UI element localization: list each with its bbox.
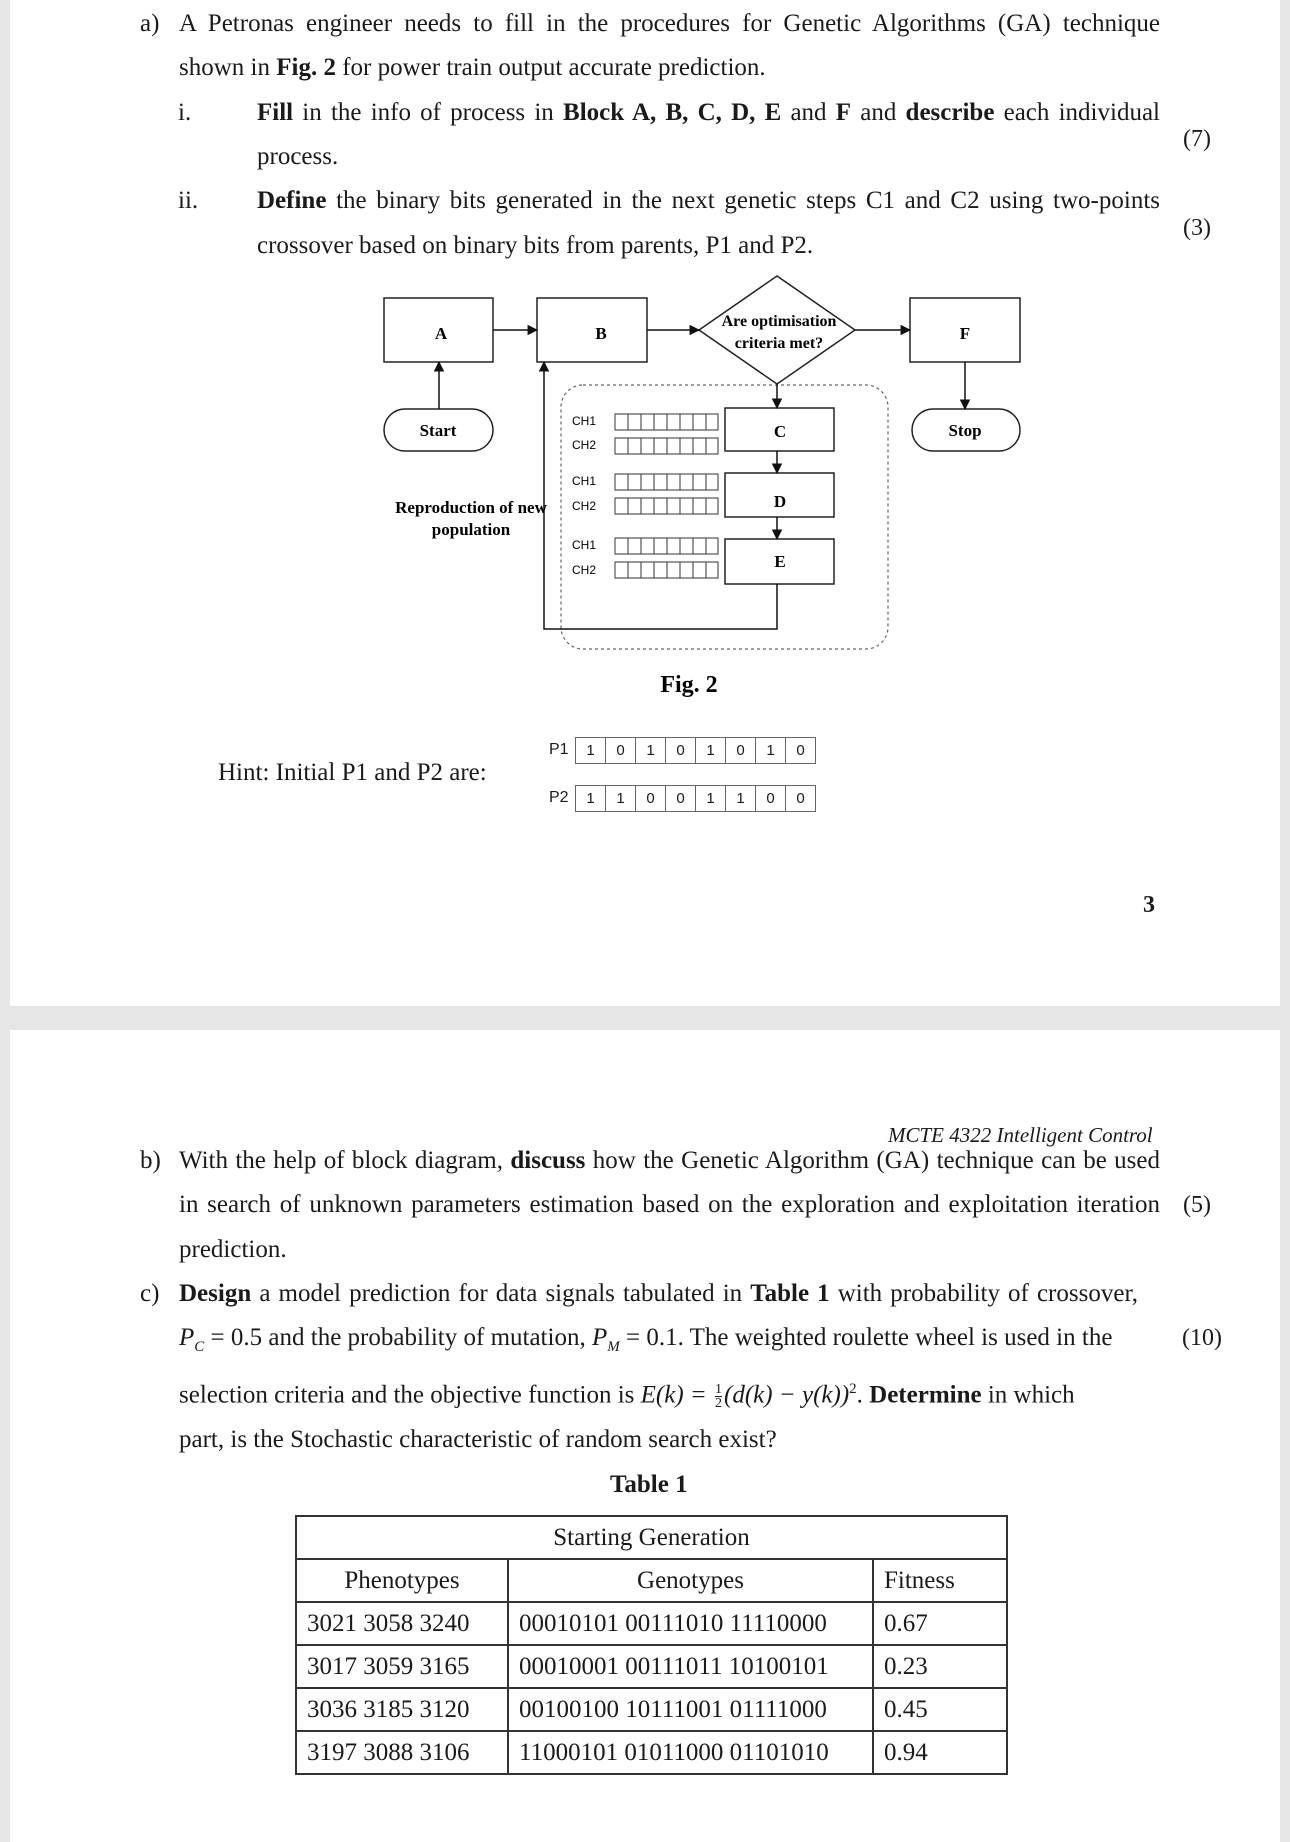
p2-bit: 1 [586,790,595,807]
stop-label: Stop [948,421,982,440]
block-b-label: B [595,324,607,343]
part-c-line-1: Design a model prediction for data signals tabulated in Table 1 with probability of crossover, [179,1280,1139,1307]
p2-bit: 1 [725,786,755,811]
phenotype-cell: 3036 3185 3120 [296,1688,508,1731]
part-a-i-marks: (7) [1183,126,1211,152]
figure-caption: Fig. 2 [660,672,718,698]
fitness-cell: 0.67 [873,1602,1007,1645]
part-a-i-line-2: process. [257,143,339,170]
table-title: Table 1 [610,1471,688,1498]
p1-bit: 1 [586,742,595,759]
genotype-cell: 00010101 00111010 11110000 [508,1602,873,1645]
part-a-ii-line-1: Define the binary bits generated in the next genetic steps C1 and C2 using two-points [257,187,1160,214]
table-header: Starting Generation [296,1516,1007,1559]
course-header: MCTE 4322 Intelligent Control [888,1123,1153,1147]
chromosome-grid-2 [615,474,718,514]
p1-bit: 0 [725,738,755,763]
p2-label: P2 [549,789,569,806]
part-c-label: c) [140,1280,160,1307]
decision-diamond [699,276,855,384]
p1-bit: 0 [785,738,815,763]
ch2-label-3: CH2 [571,563,597,577]
genotype-cell: 11000101 01011000 01101010 [508,1731,873,1774]
part-b-line-1: With the help of block diagram, discuss how the Genetic Algorithm (GA) technique can be used [179,1147,1160,1174]
ga-flowchart [0,0,1290,720]
phenotype-cell: 3017 3059 3165 [296,1645,508,1688]
p1-label: P1 [549,741,569,758]
start-label: Start [419,421,457,440]
phenotype-cell: 3197 3088 3106 [296,1731,508,1774]
fitness-cell: 0.45 [873,1688,1007,1731]
part-a-ii-line-2: crossover based on binary bits from parents, P1 and P2. [257,232,814,259]
part-b-marks: (5) [1183,1192,1211,1218]
p1-bit-string [575,737,816,764]
part-c-line-3: selection criteria and the objective function is E(k) = $\frac{1}{2}$ $(d(k) - y(k))^2$. Determine in which [179,1381,1075,1412]
part-a-ii-label: ii. [178,187,199,214]
block-a-label: A [434,324,448,343]
part-a-i-line-1: Fill in the info of process in Block A, B, C, D, E and F and describe each individual [257,99,1160,126]
p1-bit: 0 [605,738,635,763]
genotype-cell: 00010001 00111011 10100101 [508,1645,873,1688]
block-f-label: F [959,324,971,343]
part-b-label: b) [140,1147,161,1174]
p2-bit: 0 [755,786,785,811]
p2-bit: 0 [635,786,665,811]
part-a-line-2: shown in Fig. 2 for power train output accurate prediction. [179,54,766,81]
p2-bit: 1 [695,786,725,811]
block-d-label: D [773,492,787,511]
fitness-cell: 0.23 [873,1645,1007,1688]
table-column-row [296,1559,1007,1602]
reproduction-label-line-1: Reproduction of new [395,498,547,517]
p1-bit: 1 [695,738,725,763]
part-c-line-2: $P_C = 0.5$ and the probability of mutation, $P_M = 0.1$. The weighted roulette wheel is used in the [179,1324,1113,1355]
ch1-label-1: CH1 [571,414,597,428]
ch2-label-2: CH2 [571,499,597,513]
column-genotypes: Genotypes [508,1559,873,1602]
ch1-label-2: CH1 [571,474,597,488]
column-fitness: Fitness [873,1559,1007,1602]
table-row [296,1688,1007,1731]
part-a-line-1: A Petronas engineer needs to fill in the procedures for Genetic Algorithms (GA) technique [179,10,1160,37]
ch1-label-3: CH1 [571,538,597,552]
table-row [296,1731,1007,1774]
part-c-line-4: part, is the Stochastic characteristic of random search exist? [179,1426,777,1453]
chromosome-grid-1 [615,414,718,454]
decision-label-line-2: criteria met? [734,335,824,352]
p2-bit: 1 [605,786,635,811]
p1-bit: 1 [755,738,785,763]
column-phenotypes: Phenotypes [296,1559,508,1602]
decision-label-line-1: Are optimisation [721,313,837,330]
part-a-label: a) [140,10,160,37]
phenotype-cell: 3021 3058 3240 [296,1602,508,1645]
fitness-cell: 0.94 [873,1731,1007,1774]
part-a-i-label: i. [178,99,192,126]
hint-text: Hint: Initial P1 and P2 are: [218,759,487,786]
p2-bit-string [575,785,816,812]
p2-bit: 0 [785,786,815,811]
table-header-row [296,1516,1007,1559]
p1-bit: 1 [635,738,665,763]
chromosome-grid-3 [615,538,718,578]
table-row [296,1602,1007,1645]
part-b-line-2: in search of unknown parameters estimation based on the exploration and exploitation iteration [179,1191,1160,1218]
reproduction-label-line-2: population [431,520,511,539]
page-number: 3 [1143,892,1155,918]
genotype-cell: 00100100 10111001 01111000 [508,1688,873,1731]
part-b-line-3: prediction. [179,1236,287,1263]
p1-bit: 0 [665,738,695,763]
part-c-marks: (10) [1182,1325,1222,1351]
block-c-label: C [773,422,787,441]
starting-generation-table [295,1515,1008,1775]
ch2-label-1: CH2 [571,438,597,452]
p2-bit: 0 [665,786,695,811]
table-row [296,1645,1007,1688]
block-b [537,298,647,362]
part-a-ii-marks: (3) [1183,215,1211,241]
block-e-label: E [774,552,786,571]
